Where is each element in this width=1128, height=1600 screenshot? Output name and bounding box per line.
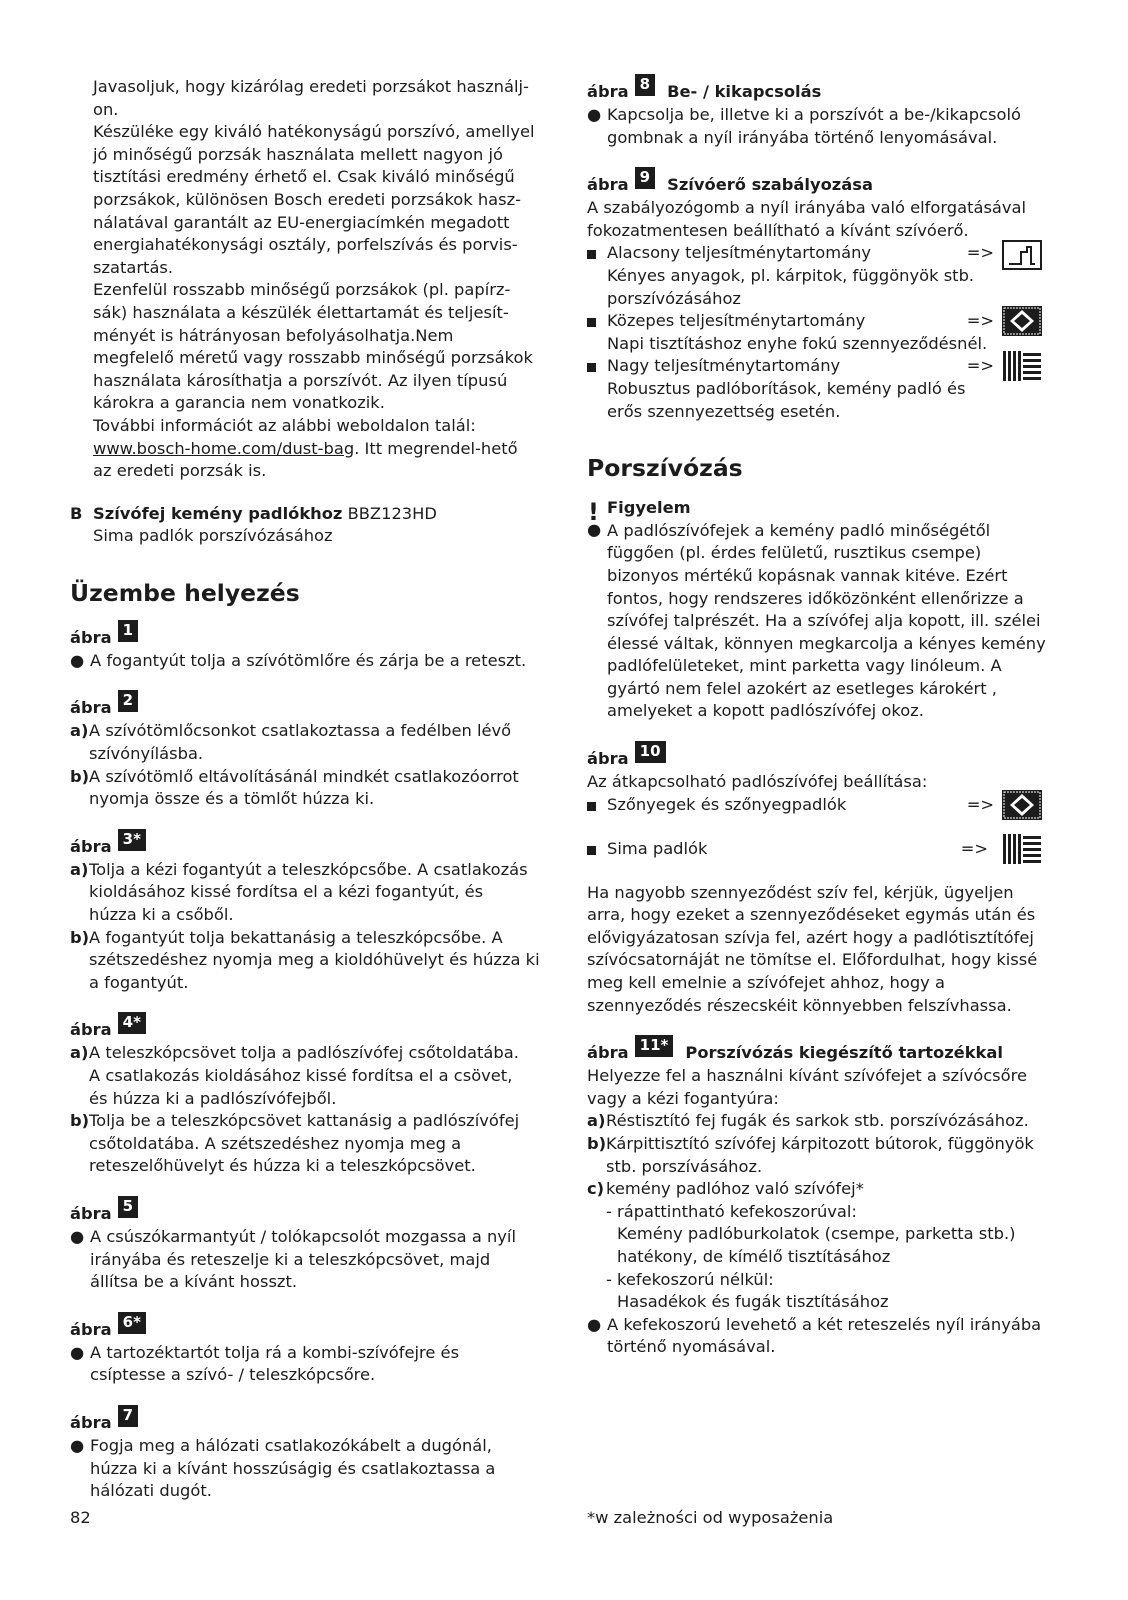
figure-word: ábra bbox=[70, 627, 112, 647]
figure-word: ábra bbox=[70, 836, 112, 856]
figure-heading bbox=[70, 1014, 548, 1040]
right-column bbox=[587, 76, 1052, 1359]
text-line: vagy a kézi fogantyúra: bbox=[587, 1088, 779, 1108]
text-line: A csúszókarmantyút / tolókapcsolót mozgassa a nyíl bbox=[90, 1226, 516, 1246]
bullet-item bbox=[587, 1314, 1052, 1359]
text-line: gyártó nem felel azokért az esetleges károkért , bbox=[607, 678, 997, 698]
item-letter: a) bbox=[70, 859, 89, 879]
text-line: A szabályozógomb a nyíl irányába való elforgatásával bbox=[587, 198, 1027, 218]
text-line: Tolja a kézi fogantyút a teleszkópcsőbe. A csatlakozás bbox=[89, 859, 528, 879]
text-line: Fogja meg a hálózati csatlakozókábelt a dugónál, bbox=[90, 1435, 492, 1455]
text-line: A teleszkópcsövet tolja a padlószívófej csőtoldatába. bbox=[89, 1043, 519, 1063]
warning-block bbox=[587, 497, 1052, 723]
square-bullet-icon bbox=[587, 846, 596, 855]
figure-heading bbox=[587, 743, 1052, 769]
bullet-icon: ● bbox=[70, 650, 85, 670]
text-line: Hasadékok és fugák tisztításához bbox=[617, 1292, 889, 1312]
floor-mode-carpet bbox=[587, 794, 1052, 838]
text-line: a fogantyút. bbox=[89, 972, 189, 992]
bullet-item bbox=[70, 650, 548, 673]
text-line: és húzza ki a padlószívófejből. bbox=[89, 1088, 337, 1108]
figure-heading bbox=[587, 1037, 1052, 1063]
item-letter: b) bbox=[587, 1134, 607, 1153]
text-line: Az átkapcsolható padlószívófej beállítása: bbox=[587, 772, 928, 792]
text-line: A padlószívófejek a kemény padló minőségétől bbox=[607, 520, 991, 540]
figure-word: ábra bbox=[70, 1412, 112, 1432]
figure-word: ábra bbox=[587, 749, 629, 769]
text-line: energiahatékonysági osztály, porfelszívás és porvis- bbox=[93, 235, 518, 255]
item-letter: a) bbox=[70, 721, 89, 741]
text-line: nálatával garantált az EU-energiacímkén megadott bbox=[93, 212, 510, 232]
text-line: gombnak a nyíl irányába történő lenyomásával. bbox=[607, 127, 998, 147]
page-number: 82 bbox=[70, 1508, 91, 1527]
bullet-item bbox=[587, 104, 1052, 149]
text-line: A kefekoszorú levehető a két reteszelés nyíl irányába bbox=[607, 1314, 1042, 1334]
figure-word: ábra bbox=[587, 175, 629, 195]
b-item-desc: Sima padlók porszívózásához bbox=[93, 526, 333, 546]
dust-bag-paragraph bbox=[70, 76, 548, 483]
text-line: Javasoljuk, hogy kizárólag eredeti porzsákot használj- bbox=[93, 77, 529, 96]
figure-number: 10 bbox=[635, 741, 666, 763]
text-line: amelyeket a kopott padlószívófej okoz. bbox=[607, 701, 924, 721]
figure-heading bbox=[70, 1314, 548, 1340]
figure-heading bbox=[587, 76, 1052, 102]
hard-floor-mode-icon bbox=[1002, 834, 1042, 864]
mode-label: Közepes teljesítménytartomány bbox=[607, 311, 866, 331]
warning-title: Figyelem bbox=[607, 498, 691, 518]
figure-word: ábra bbox=[70, 1020, 112, 1040]
text-line: A fogantyút tolja a szívótömlőre és zárja be a reteszt. bbox=[90, 650, 527, 670]
text-line: csíptesse a szívó- / teleszkópcsőre. bbox=[90, 1365, 376, 1385]
text-line: tisztítási eredmény érhető el. Csak kiváló minőségű bbox=[93, 167, 515, 187]
text-line: szennyeződés részecskéit könnyebben felszívhassa. bbox=[587, 995, 1012, 1015]
figure-word: ábra bbox=[70, 1203, 112, 1223]
text-line: Kemény padlóburkolatok (csempe, parketta stb.) bbox=[617, 1224, 1016, 1244]
square-bullet-icon bbox=[587, 363, 596, 372]
text-line: hatékony, de kímélő tisztításához bbox=[617, 1246, 891, 1266]
text-line: bizonyos mértékű kopásnak vannak kitéve. Ezért bbox=[607, 565, 1008, 585]
sub-item bbox=[587, 1201, 1052, 1314]
text-line: csőtoldatába. A szétszedéshez nyomja meg a bbox=[89, 1133, 462, 1153]
text-line: meg kell emelnie a szívófejet ahhoz, hogy a bbox=[587, 973, 945, 993]
lettered-item bbox=[70, 927, 548, 995]
bullet-icon: ● bbox=[70, 1342, 85, 1362]
figure-heading bbox=[587, 169, 1052, 195]
hard-floor-mode-icon bbox=[1002, 351, 1042, 381]
text-line: szatartás. bbox=[93, 257, 174, 277]
b-item-model: BBZ123HD bbox=[342, 503, 437, 523]
text-line: szétszedéshez nyomja meg a kioldóhüvelyt és húzza ki bbox=[89, 950, 540, 970]
bullet-icon: ● bbox=[587, 1314, 602, 1334]
text-line: károkra a garancia nem vonatkozik. bbox=[93, 393, 385, 413]
text-line: A szívótömlőcsonkot csatlakoztassa a fedélben lévő bbox=[89, 721, 512, 741]
mode-label: Nagy teljesítménytartomány bbox=[607, 356, 841, 376]
b-item-title-line bbox=[93, 503, 548, 526]
text-line: sák) használata a készülék élettartamát és teljesít- bbox=[93, 302, 509, 322]
figure-number: 1 bbox=[118, 620, 138, 642]
text-line: hálózati dugót. bbox=[90, 1481, 212, 1501]
figure-word: ábra bbox=[70, 698, 112, 718]
text-line: húzza ki a csőből. bbox=[89, 905, 234, 925]
warning-icon: ! bbox=[588, 498, 599, 527]
lettered-item bbox=[70, 720, 548, 765]
figure-heading bbox=[70, 1198, 548, 1224]
dirt-paragraph bbox=[587, 882, 1052, 1018]
text-line: állítsa be a kívánt hosszt. bbox=[90, 1272, 298, 1292]
link-suffix: . Itt megrendel-hető bbox=[354, 438, 518, 458]
lettered-item bbox=[70, 766, 548, 811]
curtain-mode-icon bbox=[1002, 240, 1042, 270]
figure-word: ábra bbox=[587, 82, 629, 101]
lettered-item bbox=[70, 859, 548, 927]
sub-item-dash: - kefekoszorú nélkül: bbox=[606, 1269, 774, 1289]
text-line: húzza ki a kívánt hosszúságig és csatlakoztassa a bbox=[90, 1458, 496, 1478]
figure-heading bbox=[70, 692, 548, 718]
text-line: az eredeti porzsák is. bbox=[93, 461, 267, 481]
square-bullet-icon bbox=[587, 802, 596, 811]
text-line: ményét is hátrányosan befolyásolhatja.Nem bbox=[93, 325, 454, 345]
bullet-icon: ● bbox=[587, 520, 602, 540]
arrow-text: => bbox=[966, 794, 994, 814]
lettered-item bbox=[587, 1133, 1052, 1178]
text-line: arra, hogy ezeket a szennyeződéseket egymás után és bbox=[587, 905, 1036, 925]
figure-heading bbox=[70, 622, 548, 648]
power-mode-high bbox=[587, 355, 1052, 423]
figure-number: 5 bbox=[118, 1196, 138, 1218]
text-line: irányába és reteszelje ki a teleszkópcsövet, majd bbox=[90, 1249, 491, 1269]
text-line: szívócsatornáját ne tömítse el. Előfordulhat, hogy kissé bbox=[587, 950, 1038, 970]
text-line: porzsákok, különösen Bosch eredeti porzsákok hasz- bbox=[93, 189, 522, 209]
item-letter: b) bbox=[70, 927, 90, 947]
text-line: szívófej talprészét. Ha a szívófej alja kopott, ill. szélei bbox=[607, 611, 1041, 631]
arrow-text: => bbox=[966, 311, 994, 331]
power-mode-medium bbox=[587, 310, 1052, 355]
figure-number: 6* bbox=[118, 1312, 146, 1334]
text-line: függően (pl. érdes felületű, rusztikus csempe) bbox=[607, 543, 982, 563]
arrow-text: => bbox=[960, 838, 988, 858]
arrow-text: => bbox=[966, 356, 994, 376]
text-line: történő nyomásával. bbox=[607, 1337, 776, 1357]
figure-number: 11* bbox=[635, 1035, 674, 1057]
text-line: stb. porszívásához. bbox=[606, 1156, 763, 1176]
figure-title: Porszívózás kiegészítő tartozékkal bbox=[685, 1043, 1003, 1063]
text-line: on. bbox=[93, 99, 119, 119]
footnote: *w zależności od wyposażenia bbox=[587, 1508, 834, 1527]
section-title-vacuuming: Porszívózás bbox=[587, 454, 743, 483]
section-title-setup: Üzembe helyezés bbox=[70, 578, 300, 607]
figure-heading bbox=[70, 1407, 548, 1433]
item-letter: a) bbox=[587, 1111, 606, 1131]
lettered-item bbox=[70, 1042, 548, 1110]
figure-number: 8 bbox=[635, 74, 655, 96]
figure-title: Be- / kikapcsolás bbox=[667, 82, 822, 101]
text-line: Készüléke egy kiváló hatékonyságú porszívó, amellyel bbox=[93, 122, 535, 142]
b-item-label: B bbox=[70, 503, 83, 523]
figure-number: 3* bbox=[118, 829, 146, 851]
text-line: Ha nagyobb szennyeződést szív fel, kérjük, ügyeljen bbox=[587, 882, 1014, 902]
text-line: A fogantyút tolja bekattanásig a teleszkópcsőbe. A bbox=[89, 927, 503, 947]
mode-label: Alacsony teljesítménytartomány bbox=[607, 243, 872, 263]
text-line: reteszelőhüvelyt és húzza ki a teleszkópcsövet. bbox=[89, 1156, 476, 1176]
text-line: megfelelő méretű vagy rosszabb minőségű porzsákok bbox=[93, 348, 533, 368]
text-line: Kapcsolja be, illetve ki a porszívót a be-/kikapcsoló bbox=[607, 105, 1021, 124]
link-line bbox=[93, 438, 548, 461]
text-line: használata károsíthatja a porszívót. Az ilyen típusú bbox=[93, 370, 508, 390]
text-line: Kényes anyagok, pl. kárpitok, függönyök stb. bbox=[607, 265, 975, 285]
text-line: További információt az alábbi weboldalon talál: bbox=[93, 415, 476, 435]
bullet-item bbox=[70, 1342, 548, 1387]
text-line: fontos, hogy rendszeres időközönként ellenőrizze a bbox=[607, 588, 1024, 608]
text-line: Helyezze fel a használni kívánt szívófejet a szívócsőre bbox=[587, 1066, 1027, 1086]
text-line: porszívózásához bbox=[607, 288, 741, 308]
b-item-title: Szívófej kemény padlókhoz bbox=[93, 503, 343, 523]
figure-heading bbox=[70, 831, 548, 857]
text-line: Ezenfelül rosszabb minőségű porzsákok (pl. papírz- bbox=[93, 280, 511, 300]
text-line: fokozatmentesen beállítható a kívánt szívóerő. bbox=[587, 220, 969, 240]
text-line: A csatlakozás kioldásához kissé fordítsa el a csövet, bbox=[89, 1066, 513, 1085]
mode-label: Szőnyegek és szőnyegpadlók bbox=[607, 794, 847, 814]
bullet-icon: ● bbox=[70, 1226, 85, 1246]
figure-number: 7 bbox=[118, 1405, 138, 1427]
left-column bbox=[70, 76, 548, 1503]
text-line: Robusztus padlóborítások, kemény padló és bbox=[607, 378, 966, 398]
text-line: Napi tisztításhoz enyhe fokú szennyeződésnél. bbox=[607, 333, 988, 353]
text-line: A szívótömlő eltávolításánál mindkét csatlakozóorrot bbox=[89, 766, 519, 786]
text-line: szívónyílásba. bbox=[89, 744, 204, 764]
square-bullet-icon bbox=[587, 318, 596, 327]
text-line: Kárpittisztító szívófej kárpitozott bútorok, függönyök bbox=[606, 1134, 1034, 1153]
square-bullet-icon bbox=[587, 250, 596, 259]
figure-number: 4* bbox=[118, 1012, 146, 1034]
bullet-icon: ● bbox=[70, 1435, 85, 1455]
lettered-item bbox=[70, 1110, 548, 1178]
text-line: élessé váltak, könnyen megkarcolja a kényes kemény bbox=[607, 633, 1046, 653]
text-line: padlófelületeket, mint parketta vagy linóleum. A bbox=[607, 656, 1002, 676]
text-line: kioldásához kissé fordítsa el a kézi fogantyút, és bbox=[89, 882, 484, 902]
text-line: erős szennyezettség esetén. bbox=[607, 401, 841, 421]
text-line: nyomja össze és a tömlőt húzza ki. bbox=[89, 789, 375, 809]
item-letter: a) bbox=[70, 1043, 89, 1063]
lettered-item bbox=[587, 1178, 1052, 1201]
bullet-item bbox=[70, 1226, 548, 1294]
text-line: kemény padlóhoz való szívófej* bbox=[606, 1179, 864, 1199]
floor-mode-hard bbox=[587, 838, 1052, 882]
figure-number: 2 bbox=[118, 690, 138, 712]
dust-bag-link[interactable]: www.bosch-home.com/dust-bag bbox=[93, 438, 355, 458]
item-letter: b) bbox=[70, 766, 90, 786]
carpet-mode-icon bbox=[1002, 306, 1042, 336]
power-mode-low bbox=[587, 242, 1052, 310]
text-line: Réstisztító fej fugák és sarkok stb. porszívózásához. bbox=[606, 1111, 1029, 1131]
item-letter: b) bbox=[70, 1111, 90, 1131]
figure-number: 9 bbox=[635, 167, 655, 189]
text-line: Tolja be a teleszkópcsövet kattanásig a padlószívófej bbox=[89, 1111, 520, 1131]
item-letter: c) bbox=[587, 1179, 605, 1199]
mode-label: Sima padlók bbox=[607, 838, 708, 858]
lettered-item bbox=[587, 1110, 1052, 1133]
carpet-mode-icon bbox=[1002, 790, 1042, 820]
arrow-text: => bbox=[966, 243, 994, 263]
figure-word: ábra bbox=[70, 1319, 112, 1339]
text-line: elővigyázatosan szívja fel, azért hogy a padlótisztítófej bbox=[587, 927, 1034, 947]
figure-title: Szívóerő szabályozása bbox=[667, 175, 873, 195]
bullet-icon: ● bbox=[587, 105, 602, 124]
figure-word: ábra bbox=[587, 1043, 629, 1063]
b-item bbox=[70, 503, 548, 548]
text-line: jó minőségű porzsák használata mellett nagyon jó bbox=[93, 144, 503, 164]
sub-item-dash: - rápattintható kefekoszorúval: bbox=[606, 1201, 857, 1221]
text-line: A tartozéktartót tolja rá a kombi-szívófejre és bbox=[90, 1342, 460, 1362]
bullet-item bbox=[70, 1435, 548, 1503]
